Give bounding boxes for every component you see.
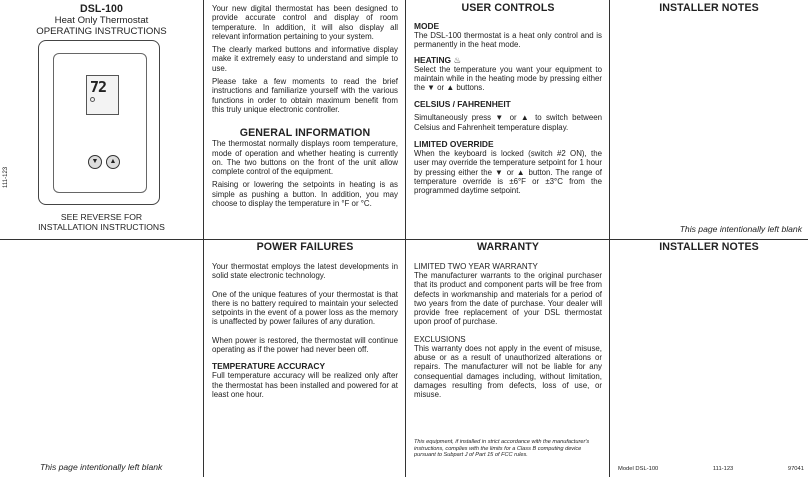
- intro-paragraph: The clearly marked buttons and informative display make it extremely easy to understand and simple to use.: [212, 45, 398, 73]
- intro-paragraph: Your new digital thermostat has been designed to provide accurate control and display of room temperature. In addition, it will also display all relevant information pertaining to your system.: [212, 4, 398, 41]
- celsius-heading: CELSIUS / FAHRENHEIT: [414, 99, 511, 110]
- see-reverse-note: [0, 212, 203, 232]
- power-failures-heading: POWER FAILURES: [256, 241, 354, 253]
- celsius-text: Simultaneously press ▼ or ▲ to switch between Celsius and Fahrenheit temperature display.: [414, 113, 602, 132]
- override-text: When the keyboard is locked (switch #2 ON), the user may override the temperature setpoint for 1 hour by pressing either the ▼ or ▲ button. The range of temperature override is ±6°F or ±3°C from the programmed daytime setpoint.: [414, 149, 602, 196]
- cover-subtitle: Heat Only Thermostat: [54, 15, 149, 26]
- see-reverse-line1: SEE REVERSE FOR: [60, 212, 143, 222]
- exclusions-text: This warranty does not apply in the event of misuse, abuse or as a result of unauthorized alterations or repairs. The manufacturer will not be liable for any consequential damages including, without limitation, damages resulting from defects, loss of use, or misuse.: [414, 343, 602, 400]
- override-heading: LIMITED OVERRIDE: [414, 139, 494, 150]
- thermostat-face: [53, 53, 147, 193]
- power-paragraph: Your thermostat employs the latest developments in solid state electronic technology.: [212, 262, 398, 281]
- installer-notes-bottom: [610, 241, 808, 477]
- thermostat-illustration: [38, 40, 160, 205]
- exclusions-heading: EXCLUSIONS: [414, 334, 466, 344]
- general-paragraph: Raising or lowering the setpoints in heating is as simple as pushing a button. In addition, you may choose to display the temperature in °F or °C.: [212, 180, 398, 209]
- accuracy-heading: TEMPERATURE ACCURACY: [212, 361, 326, 372]
- accuracy-text: Full temperature accuracy will be realized only after the thermostat has been installed and powered for at least one hour.: [212, 371, 398, 399]
- see-reverse-line2: INSTALLATION INSTRUCTIONS: [38, 222, 165, 232]
- cover-panel: [0, 0, 203, 239]
- blank-panel: [0, 240, 203, 477]
- mode-text: The DSL-100 thermostat is a heat only control and is permanently in the heat mode.: [414, 31, 602, 50]
- cover-model: DSL-100: [79, 3, 124, 15]
- blank-page-note: This page intentionally left blank: [40, 462, 163, 472]
- up-button: ▲: [106, 155, 120, 169]
- footer-model: Model DSL-100: [618, 466, 659, 472]
- power-paragraph: When power is restored, the thermostat will continue operating as if the power had never been off.: [212, 335, 398, 355]
- side-code: 111-123: [3, 166, 9, 188]
- footer-codes: [618, 466, 804, 472]
- installer-notes-heading: INSTALLER NOTES: [659, 241, 759, 253]
- down-button: ▼: [88, 155, 102, 169]
- mode-heading: MODE: [414, 21, 440, 31]
- lcd-temperature: 72: [90, 78, 107, 96]
- heating-heading: HEATING ♨: [414, 54, 461, 65]
- blank-page-note: This page intentionally left blank: [679, 224, 802, 234]
- cover-doc-title: OPERATING INSTRUCTIONS: [36, 26, 167, 37]
- lcd-display: [86, 75, 119, 115]
- warranty-panel: [414, 241, 602, 477]
- heating-text: Select the temperature you want your equipment to maintain while in the heating mode by pressing either the ▼ or ▲ buttons.: [414, 64, 602, 93]
- intro-panel: [212, 4, 398, 237]
- fcc-note: This equipment, if installed in strict accordance with the manufacturer's instructions, complies with the limits for a Class B computing device pursuant to Subpart J of Part 15 of FCC rules.: [414, 439, 590, 459]
- installer-notes-top: [610, 2, 808, 239]
- power-paragraph: One of the unique features of your thermostat is that there is no battery required to maintain your selected setpoints in the event of a power loss as the memory is unaffected by power failures of any duration.: [212, 289, 398, 327]
- user-controls-panel: [414, 2, 602, 237]
- power-failures-panel: [212, 241, 398, 477]
- general-paragraph: The thermostat normally displays room temperature, mode of operation and whether heating is currently on. The two buttons on the front of the unit allow complete control of the equipment.: [212, 139, 398, 177]
- user-controls-heading: USER CONTROLS: [461, 2, 555, 14]
- intro-paragraph: Please take a few moments to read the brief instructions and familiarize yourself with the various functions in order to obtain maximum benefit from this truly unique electronic controller.: [212, 77, 398, 114]
- footer-code: 97041: [787, 466, 804, 472]
- warranty-heading: WARRANTY: [476, 241, 539, 253]
- limited-warranty-text: The manufacturer warrants to the original purchaser that its product and component parts will be free from defects in workmanship and materials for a period of two years from the date of purchase. Your dealer will provide free replacement of your DSL thermostat upon proof of purchase.: [414, 271, 602, 327]
- general-info-heading: GENERAL INFORMATION: [239, 127, 371, 140]
- installer-notes-heading: INSTALLER NOTES: [659, 2, 759, 14]
- heat-indicator-icon: [90, 97, 95, 102]
- limited-warranty-heading: LIMITED TWO YEAR WARRANTY: [414, 262, 538, 271]
- footer-part: 111-123: [712, 466, 734, 472]
